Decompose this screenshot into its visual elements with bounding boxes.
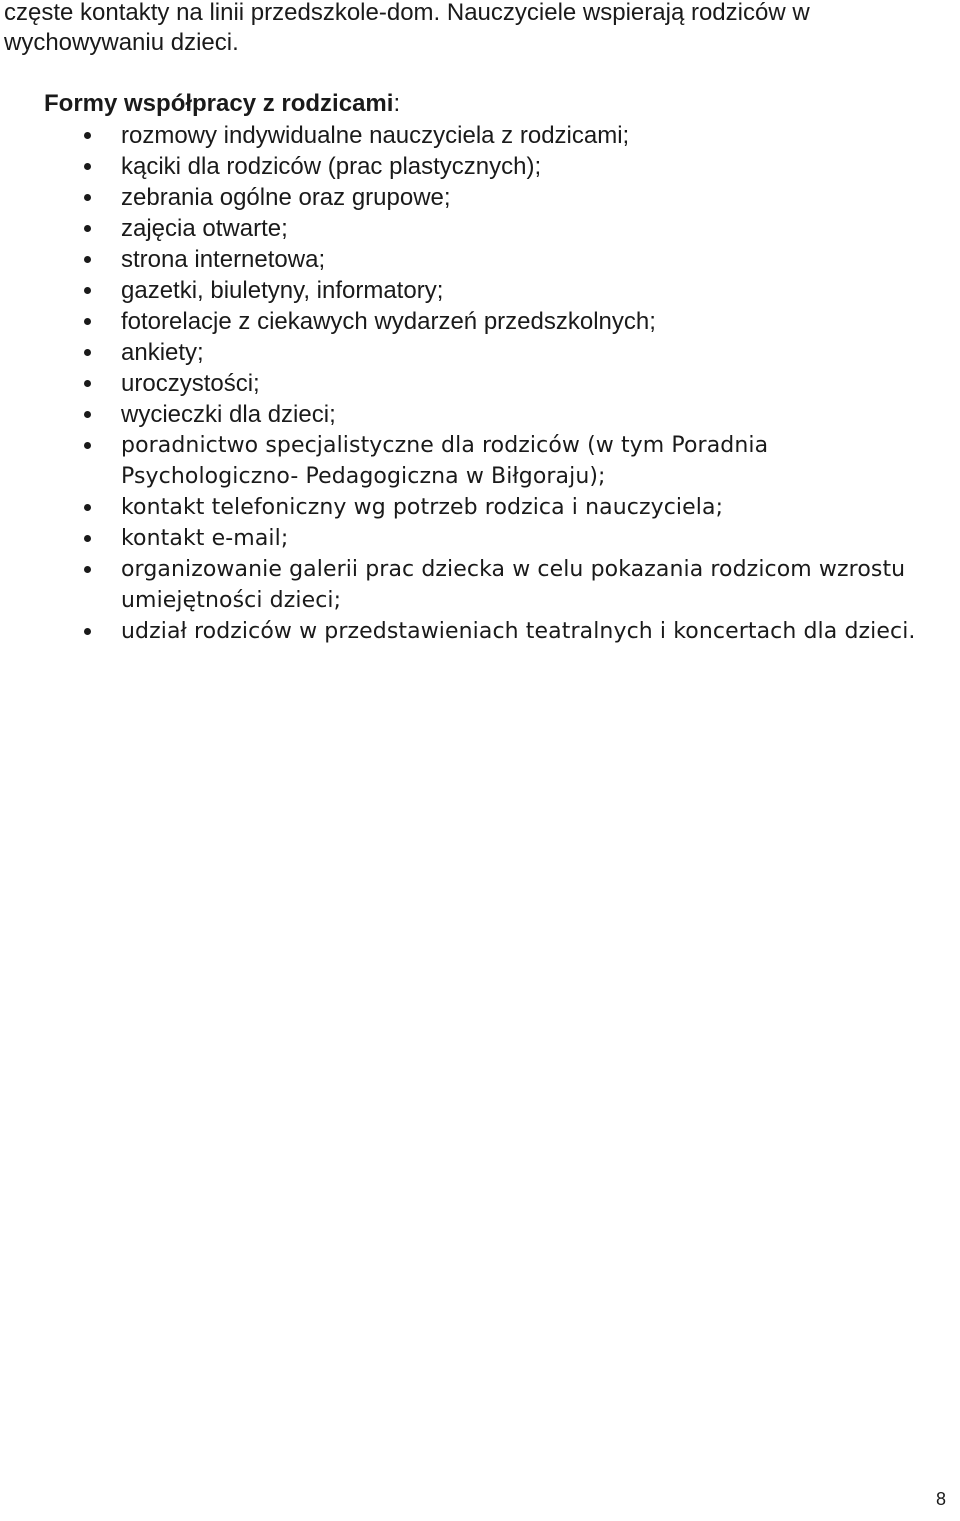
list-item-text: organizowanie galerii prac dziecka w celu pokazania rodzicom wzrostu (121, 557, 906, 582)
bullet-icon (84, 163, 91, 170)
list-item-text: ankiety; (121, 339, 204, 366)
list-item-text: zajęcia otwarte; (121, 215, 288, 242)
list-item-text: wycieczki dla dzieci; (121, 401, 336, 428)
bullet-icon (84, 411, 91, 418)
bullet-icon (84, 566, 91, 573)
intro-paragraph (4, 0, 944, 58)
bullet-icon (84, 225, 91, 232)
list-item (0, 368, 960, 399)
section-heading (44, 89, 400, 119)
list-item (0, 492, 960, 523)
list-item-text: udział rodziców w przedstawieniach teatralnych i koncertach dla dzieci. (121, 619, 916, 644)
list-item-text-continued: Psychologiczno- Pedagogiczna w Biłgoraju); (121, 464, 606, 489)
bullet-icon (84, 535, 91, 542)
bullet-icon (84, 504, 91, 511)
intro-line-2: wychowywaniu dzieci. (4, 29, 239, 56)
list-item (0, 275, 960, 306)
bullet-icon (84, 349, 91, 356)
list-item (0, 430, 960, 492)
list-item-text: uroczystości; (121, 370, 260, 397)
bullet-icon (84, 132, 91, 139)
list-item-text: kontakt e-mail; (121, 526, 289, 551)
page-number: 8 (935, 1489, 946, 1509)
list-item-text: poradnictwo specjalistyczne dla rodziców (w tym Poradnia (121, 433, 769, 458)
list-item (0, 182, 960, 213)
list-item (0, 120, 960, 151)
list-item (0, 523, 960, 554)
list-item-text: kąciki dla rodziców (prac plastycznych); (121, 153, 542, 180)
bullet-icon (84, 442, 91, 449)
list-item (0, 399, 960, 430)
list-item-text: zebrania ogólne oraz grupowe; (121, 184, 451, 211)
list-item-text-continued: umiejętności dzieci; (121, 588, 342, 613)
list-item-text: kontakt telefoniczny wg potrzeb rodzica i nauczyciela; (121, 495, 724, 520)
bullet-icon (84, 380, 91, 387)
list-item (0, 244, 960, 275)
list-item (0, 306, 960, 337)
list-item (0, 337, 960, 368)
bullet-icon (84, 256, 91, 263)
list-item (0, 616, 960, 647)
intro-line-1: częste kontakty na linii przedszkole-dom. Nauczyciele wspierają rodziców w (4, 0, 810, 26)
section-heading-title: Formy współpracy z rodzicami (44, 90, 394, 117)
bullet-icon (84, 194, 91, 201)
list-item (0, 213, 960, 244)
list-item (0, 151, 960, 182)
bullet-icon (84, 628, 91, 635)
list-item (0, 554, 960, 616)
list-item-text: strona internetowa; (121, 246, 326, 273)
cooperation-forms-list (0, 120, 960, 647)
list-item-text: fotorelacje z ciekawych wydarzeń przedszkolnych; (121, 308, 656, 335)
bullet-icon (84, 318, 91, 325)
section-heading-colon: : (393, 90, 401, 117)
list-item-text: rozmowy indywidualne nauczyciela z rodzicami; (121, 122, 630, 149)
list-item-text: gazetki, biuletyny, informatory; (121, 277, 444, 304)
bullet-icon (84, 287, 91, 294)
